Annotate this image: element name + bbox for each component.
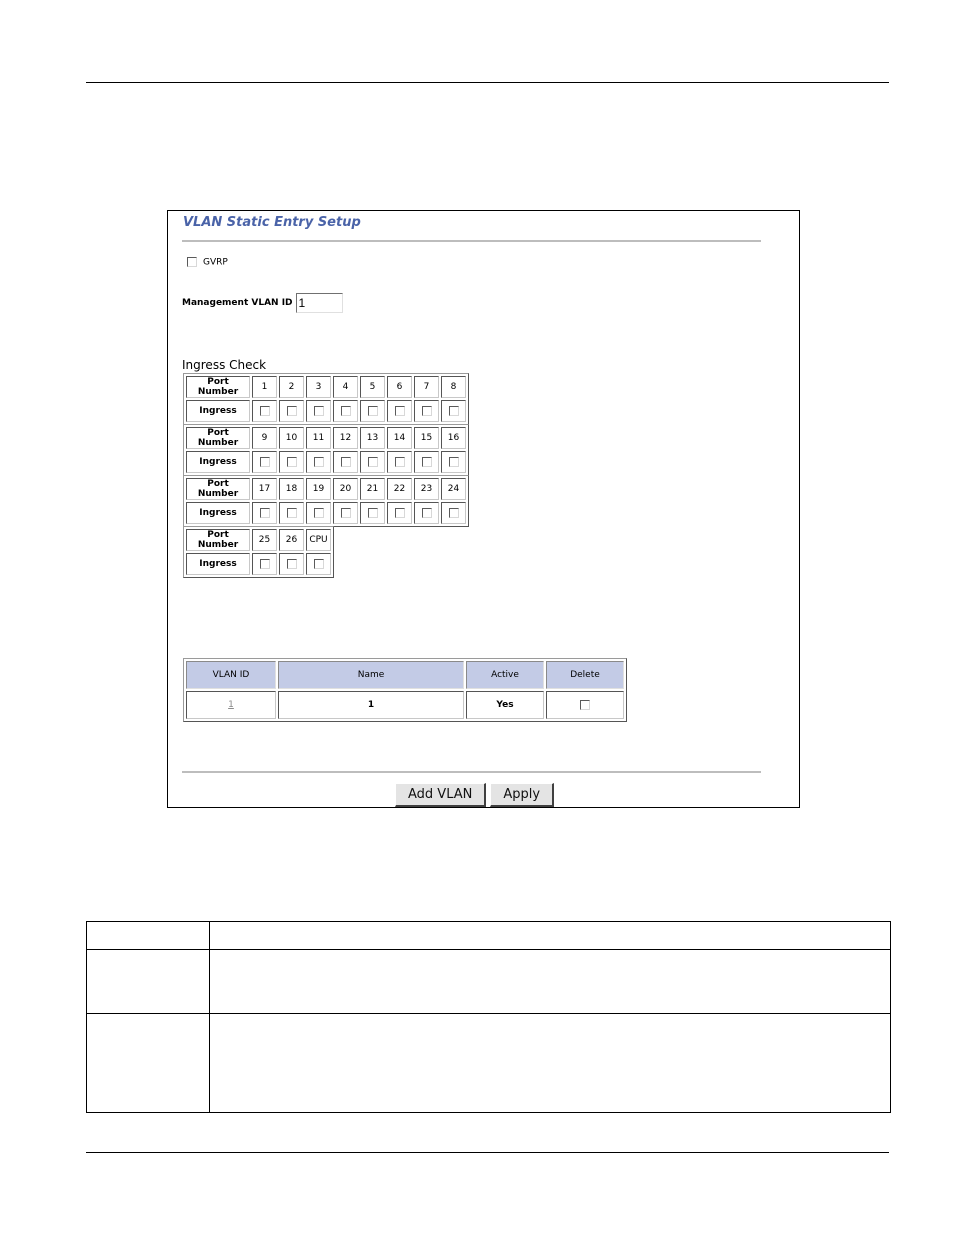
port-number: 17 — [252, 478, 277, 500]
ingress-cell — [279, 553, 304, 575]
port-number: 6 — [387, 376, 412, 398]
port-number: 20 — [333, 478, 358, 500]
ingress-cell — [441, 451, 466, 473]
ingress-cell — [360, 451, 385, 473]
table-row — [87, 922, 891, 950]
vlan-name-cell: 1 — [278, 691, 464, 719]
ingress-checkbox-18[interactable] — [287, 508, 297, 518]
ingress-checkbox-24[interactable] — [449, 508, 459, 518]
panel-title: VLAN Static Entry Setup — [183, 215, 361, 230]
ingress-cell — [414, 502, 439, 524]
port-number: CPU — [306, 529, 331, 551]
ingress-cell — [414, 400, 439, 422]
management-vlan-row — [182, 293, 343, 313]
ingress-cell — [360, 502, 385, 524]
ingress-checkbox-21[interactable] — [368, 508, 378, 518]
ingress-checkbox-12[interactable] — [341, 457, 351, 467]
port-number: 23 — [414, 478, 439, 500]
ingress-checkbox-22[interactable] — [395, 508, 405, 518]
table-row — [87, 1014, 891, 1113]
ingress-row-label: Ingress — [186, 451, 250, 473]
add-vlan-button[interactable]: Add VLAN — [395, 783, 486, 807]
vlan-id-header: VLAN ID — [186, 661, 276, 689]
ingress-cell — [441, 502, 466, 524]
gvrp-option — [187, 257, 228, 268]
table-row — [186, 691, 624, 719]
port-number: 24 — [441, 478, 466, 500]
port-number: 19 — [306, 478, 331, 500]
ingress-checkbox-1[interactable] — [260, 406, 270, 416]
ingress-cell — [306, 400, 331, 422]
vlan-static-entry-panel — [167, 210, 800, 808]
port-table-1-8 — [183, 373, 469, 425]
ingress-checkbox-5[interactable] — [368, 406, 378, 416]
port-number: 22 — [387, 478, 412, 500]
port-number-label: Port Number — [186, 529, 250, 551]
apply-button[interactable]: Apply — [490, 783, 554, 807]
port-number: 16 — [441, 427, 466, 449]
ingress-cell — [333, 451, 358, 473]
description-table — [86, 921, 891, 1113]
ingress-checkbox-13[interactable] — [368, 457, 378, 467]
ingress-cell — [414, 451, 439, 473]
table-cell — [87, 922, 210, 950]
ingress-cell — [306, 502, 331, 524]
ingress-cell — [306, 451, 331, 473]
ingress-cell — [279, 502, 304, 524]
vlan-id-cell — [186, 691, 276, 719]
port-table-25-cpu — [183, 526, 334, 578]
ingress-cell — [252, 400, 277, 422]
ingress-cell — [252, 553, 277, 575]
table-cell — [210, 950, 891, 1014]
vlan-id-link[interactable]: 1 — [228, 700, 234, 710]
ingress-checkbox-cpu[interactable] — [314, 559, 324, 569]
ingress-cell — [387, 451, 412, 473]
delete-checkbox[interactable] — [580, 700, 590, 710]
port-number: 8 — [441, 376, 466, 398]
button-row — [395, 783, 554, 807]
port-number: 2 — [279, 376, 304, 398]
port-number: 4 — [333, 376, 358, 398]
ingress-cell — [387, 400, 412, 422]
ingress-row-label: Ingress — [186, 502, 250, 524]
port-number: 25 — [252, 529, 277, 551]
port-number: 13 — [360, 427, 385, 449]
ingress-checkbox-7[interactable] — [422, 406, 432, 416]
port-number: 9 — [252, 427, 277, 449]
port-number: 5 — [360, 376, 385, 398]
vlan-table — [183, 658, 627, 722]
table-row — [87, 950, 891, 1014]
port-number: 21 — [360, 478, 385, 500]
ingress-checkbox-26[interactable] — [287, 559, 297, 569]
ingress-checkbox-20[interactable] — [341, 508, 351, 518]
port-number: 3 — [306, 376, 331, 398]
gvrp-label: GVRP — [203, 257, 228, 268]
ingress-checkbox-4[interactable] — [341, 406, 351, 416]
port-number: 7 — [414, 376, 439, 398]
ingress-checkbox-6[interactable] — [395, 406, 405, 416]
page-bottom-rule — [86, 1152, 889, 1153]
port-number: 26 — [279, 529, 304, 551]
gvrp-checkbox[interactable] — [187, 257, 197, 267]
name-header: Name — [278, 661, 464, 689]
ingress-checkbox-10[interactable] — [287, 457, 297, 467]
ingress-checkbox-3[interactable] — [314, 406, 324, 416]
table-cell — [210, 922, 891, 950]
vlan-active-cell: Yes — [466, 691, 544, 719]
ingress-checkbox-11[interactable] — [314, 457, 324, 467]
port-number: 12 — [333, 427, 358, 449]
ingress-cell — [279, 400, 304, 422]
ingress-cell — [333, 502, 358, 524]
management-vlan-input[interactable] — [296, 293, 343, 313]
management-vlan-label: Management VLAN ID — [182, 298, 293, 308]
bottom-divider — [182, 771, 761, 773]
ingress-checkbox-25[interactable] — [260, 559, 270, 569]
table-cell — [87, 950, 210, 1014]
title-divider — [182, 240, 761, 242]
vlan-delete-cell — [546, 691, 624, 719]
port-number-label: Port Number — [186, 376, 250, 398]
ingress-cell — [252, 502, 277, 524]
ingress-cell — [279, 451, 304, 473]
ingress-cell — [387, 502, 412, 524]
port-table-17-24 — [183, 475, 469, 527]
ingress-row-label: Ingress — [186, 400, 250, 422]
active-header: Active — [466, 661, 544, 689]
table-cell — [87, 1014, 210, 1113]
ingress-cell — [360, 400, 385, 422]
ingress-checkbox-8[interactable] — [449, 406, 459, 416]
port-table-9-16 — [183, 424, 469, 476]
port-number: 15 — [414, 427, 439, 449]
ingress-cell — [252, 451, 277, 473]
port-number: 18 — [279, 478, 304, 500]
ingress-checkbox-14[interactable] — [395, 457, 405, 467]
ingress-checkbox-9[interactable] — [260, 457, 270, 467]
ingress-cell — [333, 400, 358, 422]
ingress-checkbox-19[interactable] — [314, 508, 324, 518]
port-number: 14 — [387, 427, 412, 449]
delete-header: Delete — [546, 661, 624, 689]
ingress-checkbox-23[interactable] — [422, 508, 432, 518]
ingress-checkbox-17[interactable] — [260, 508, 270, 518]
port-number-label: Port Number — [186, 427, 250, 449]
ingress-checkbox-16[interactable] — [449, 457, 459, 467]
port-number: 11 — [306, 427, 331, 449]
ingress-cell — [441, 400, 466, 422]
table-cell — [210, 1014, 891, 1113]
port-number: 1 — [252, 376, 277, 398]
page-top-rule — [86, 82, 889, 83]
ingress-check-heading: Ingress Check — [182, 358, 267, 372]
ingress-checkbox-2[interactable] — [287, 406, 297, 416]
ingress-cell — [306, 553, 331, 575]
ingress-checkbox-15[interactable] — [422, 457, 432, 467]
ingress-row-label: Ingress — [186, 553, 250, 575]
port-number: 10 — [279, 427, 304, 449]
port-number-label: Port Number — [186, 478, 250, 500]
